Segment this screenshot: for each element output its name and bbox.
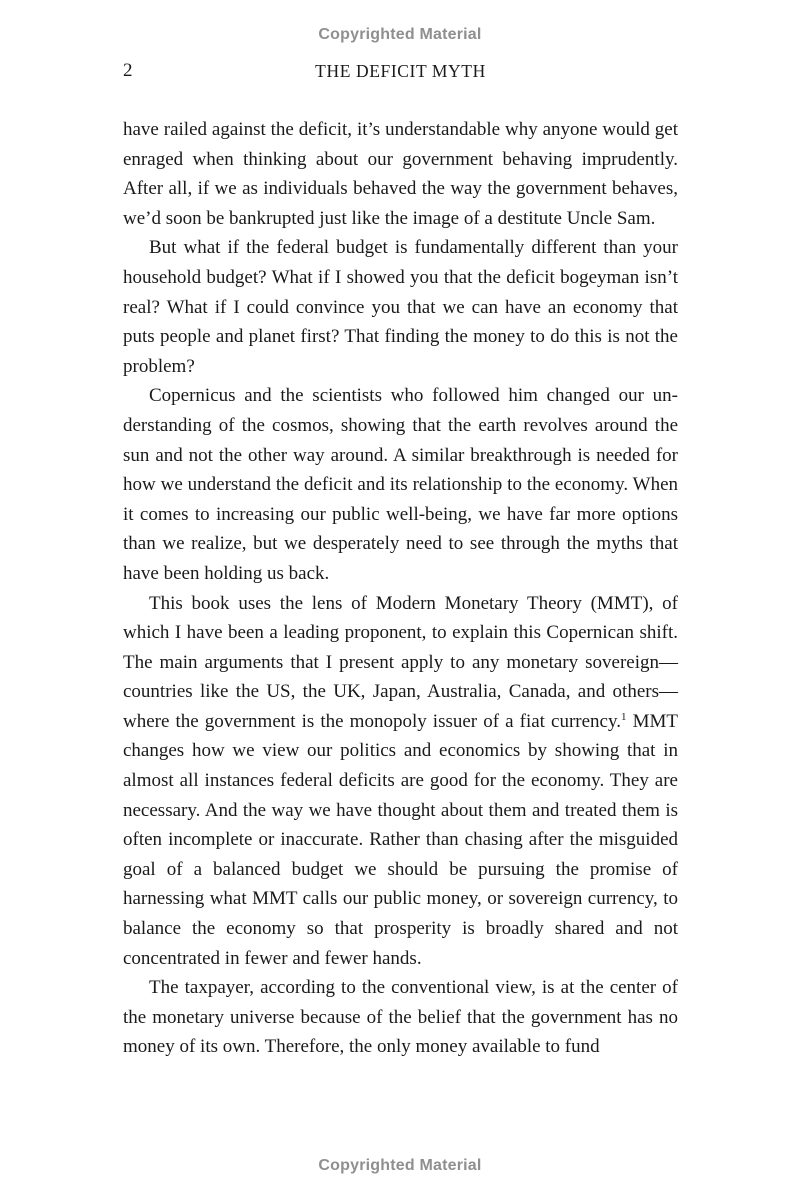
paragraph-taxpayer: The taxpayer, according to the conventional view, is at the center of the monetary universe because of the belief that the government has no money of its own. Therefore, the only money available to fund <box>123 977 678 1058</box>
page-body <box>123 115 678 1062</box>
paragraph-mmt <box>123 589 678 974</box>
running-header <box>123 60 678 86</box>
paragraph-deficit-intro: have railed against the deficit, it’s understandable why anyone would get enraged when thinking about our government behaving imprudently. After all, if we as individuals behaved the way the government behaves, we’d soon be bankrupted just like the image of a destitute Uncle Sam. <box>123 119 678 229</box>
page-number: 2 <box>123 60 133 81</box>
footnote-marker[interactable]: 1 <box>621 710 627 723</box>
mmt-text-before-note: This book uses the lens of Modern Monetary Theory (MMT), of which I have been a leading proponent, to explain this Copernican shift. The main arguments that I present apply to any monetary sovereign—countries like the US, the UK, Japan, Australia, Canada, and others—where the government is the monopoly issuer of a fiat currency. <box>123 592 678 732</box>
copyright-watermark-top: Copyrighted Material <box>318 26 482 43</box>
paragraph-copernicus: Copernicus and the scientists who followed him changed our understanding of the cosmos, showing that the earth revolves around the sun and not the other way around. A similar breakthrough is needed for how we understand the deficit and its relationship to the economy. When it comes to increasing our public well-being, we have far more options than we realize, but we desperately need to see through the myths that have been holding us back. <box>123 385 678 584</box>
paragraph-federal-budget: But what if the federal budget is fundamentally different than your household budget? What if I showed you that the deficit bogeyman isn’t real? What if I could convince you that we can have an economy that puts people and planet first? That finding the money to do this is not the problem? <box>123 237 678 377</box>
book-title: THE DEFICIT MYTH <box>315 61 486 81</box>
copyright-watermark-bottom: Copyrighted Material <box>318 1157 482 1174</box>
mmt-text-after-note: MMT changes how we view our politics and economics by showing that in almost all instances federal deficits are good for the economy. They are necessary. And the way we have thought about them and treated them is often incomplete or inaccurate. Rather than chasing after the misguided goal of a balanced budget we should be pursuing the promise of harnessing what MMT calls our public money, or sovereign currency, to balance the economy so that prosperity is broadly shared and not concentrated in fewer and fewer hands. <box>123 710 678 969</box>
